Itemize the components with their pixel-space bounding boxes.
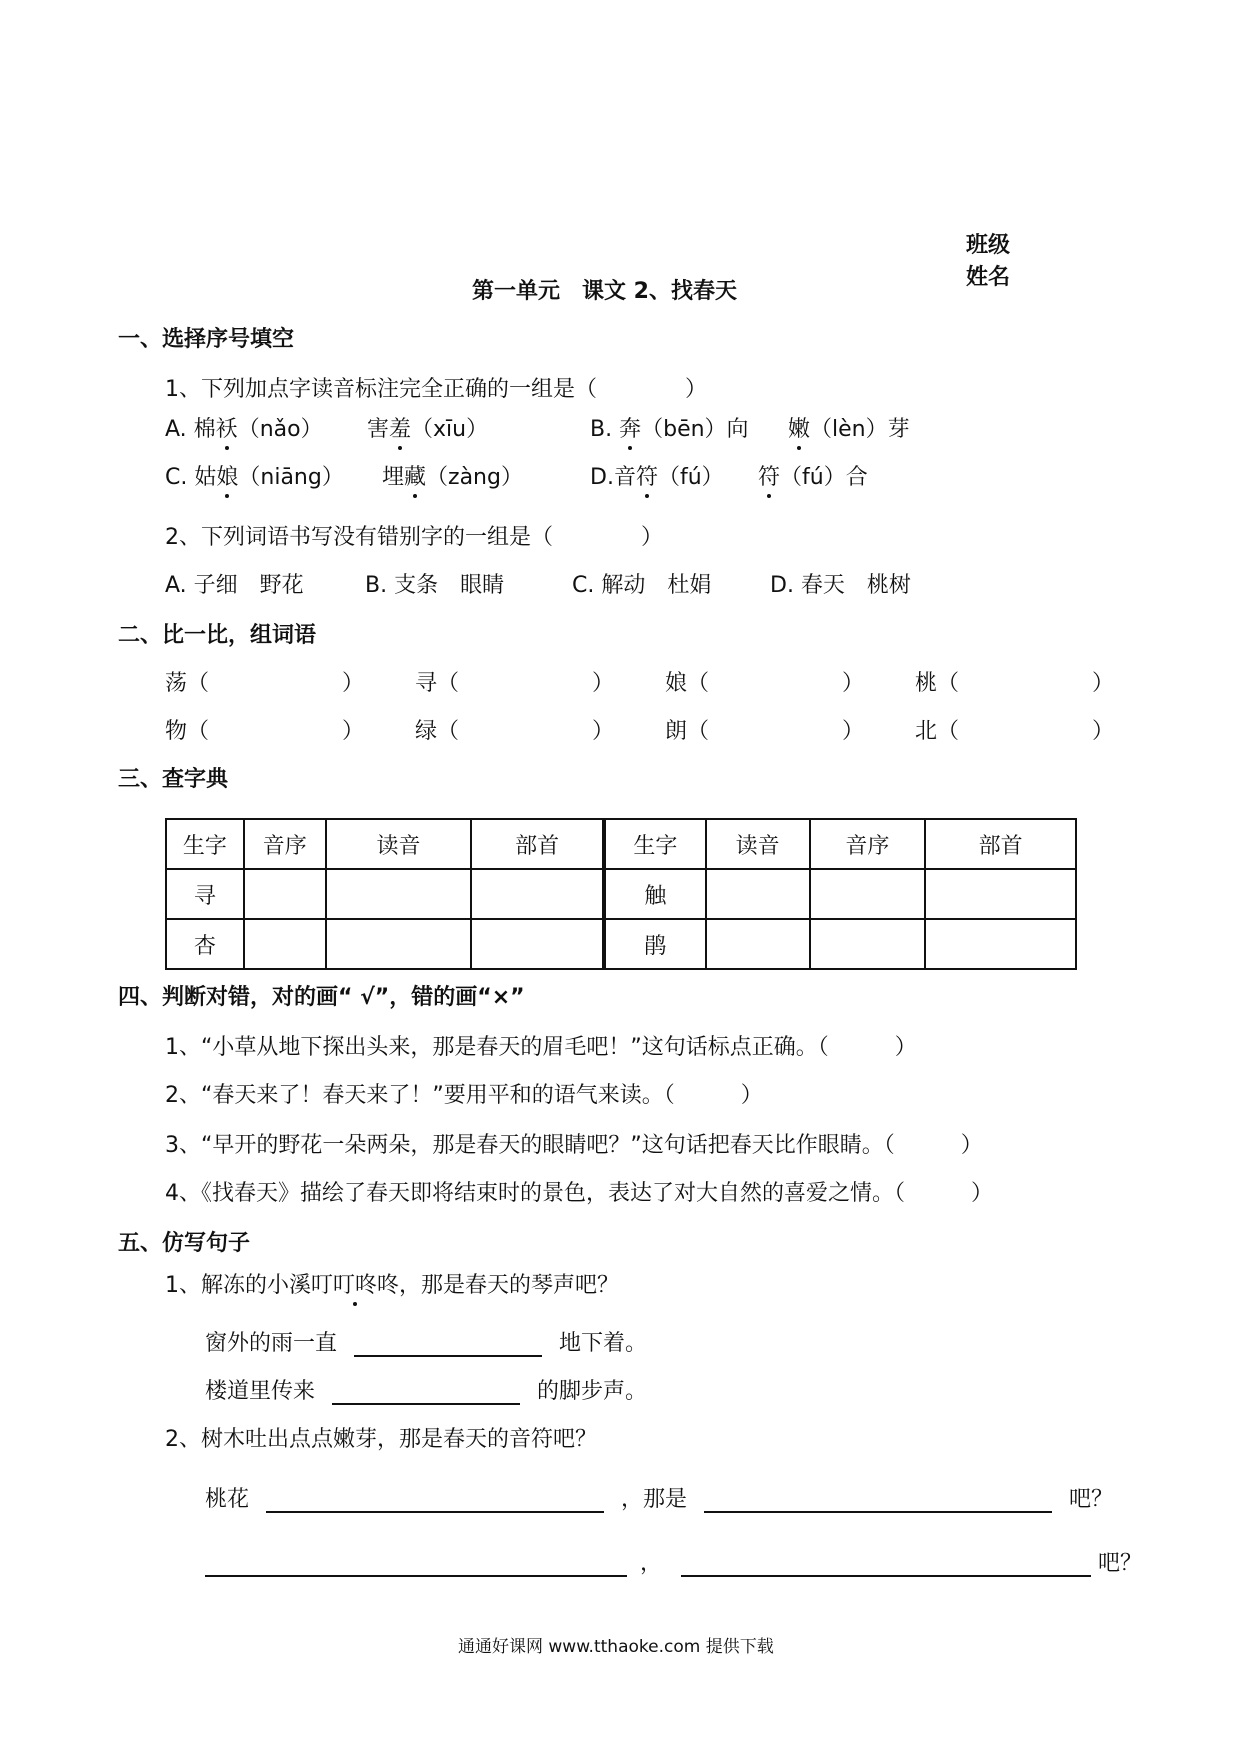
q2-option-b: B. 支条 眼睛	[365, 573, 505, 598]
class-label: 班级	[966, 233, 1011, 258]
name-label: 姓名	[966, 265, 1011, 290]
dictionary-table	[165, 818, 1077, 970]
compare-item: 寻（	[415, 671, 460, 696]
answer-blank[interactable]	[266, 1489, 604, 1513]
q2-option-c: C. 解动 杜娟	[572, 573, 712, 598]
answer-blank[interactable]	[681, 1553, 1091, 1577]
table-header: 音序	[810, 819, 926, 869]
footer-text: 通通好课网 www.tthaoke.com 提供下载	[458, 1637, 774, 1657]
table-cell-blank[interactable]	[471, 869, 604, 919]
table-cell-blank[interactable]	[925, 919, 1076, 969]
compare-item-close: ）	[1092, 719, 1115, 744]
answer-blank[interactable]	[205, 1553, 627, 1577]
table-header-row	[166, 819, 1076, 869]
table-cell-blank[interactable]	[244, 919, 326, 969]
imitation-q1: 1、解冻的小溪叮叮咚咚，那是春天的琴声吧？	[165, 1268, 619, 1299]
page-title: 第一单元 课文 2、找春天	[472, 279, 737, 304]
section-2-heading: 二、比一比，组词语	[118, 623, 317, 648]
table-cell-char: 杏	[166, 919, 244, 969]
compare-item: 桃（	[915, 671, 960, 696]
q1-option-a-word2: 害羞（xīu）	[367, 412, 488, 443]
q2-prompt: 2、下列词语书写没有错别字的一组是（ ）	[165, 525, 663, 550]
table-cell-blank[interactable]	[326, 919, 472, 969]
table-header: 读音	[706, 819, 810, 869]
q1-option-a: A. 棉袄（nǎo）	[165, 412, 323, 443]
imitation-line-3: 桃花 ，那是 吧？	[205, 1487, 1114, 1512]
section-1-heading: 一、选择序号填空	[118, 327, 295, 352]
section-4-heading: 四、判断对错，对的画“ √”，错的画“×”	[118, 985, 525, 1010]
imitation-line-4: ， 吧？	[205, 1546, 1142, 1577]
table-header: 部首	[471, 819, 604, 869]
answer-blank[interactable]	[332, 1381, 520, 1405]
table-header: 读音	[326, 819, 472, 869]
table-cell-char: 寻	[166, 869, 244, 919]
q1-option-d: D.音符（fú）	[590, 460, 724, 491]
table-row	[166, 919, 1076, 969]
compare-item-close: ）	[342, 671, 365, 696]
q1-option-b: B. 奔（bēn）向	[590, 412, 749, 443]
table-cell-blank[interactable]	[244, 869, 326, 919]
answer-blank[interactable]	[704, 1489, 1052, 1513]
compare-item-close: ）	[842, 719, 865, 744]
imitation-line-1: 窗外的雨一直 地下着。	[205, 1331, 648, 1356]
table-cell-char: 触	[604, 869, 706, 919]
table-cell-blank[interactable]	[326, 869, 472, 919]
answer-blank[interactable]	[354, 1333, 542, 1357]
compare-item: 荡（	[165, 671, 210, 696]
compare-item-close: ）	[1092, 671, 1115, 696]
judge-item-4: 4、《找春天》描绘了春天即将结束时的景色，表达了对大自然的喜爱之情。（ ）	[165, 1181, 993, 1206]
compare-item-close: ）	[592, 671, 615, 696]
judge-item-2: 2、“春天来了！春天来了！”要用平和的语气来读。（ ）	[165, 1083, 763, 1108]
section-5-heading: 五、仿写句子	[118, 1231, 251, 1256]
table-cell-blank[interactable]	[706, 869, 810, 919]
table-header: 音序	[244, 819, 326, 869]
q2-option-a: A. 子细 野花	[165, 573, 304, 598]
table-header: 生字	[166, 819, 244, 869]
judge-item-3: 3、“早开的野花一朵两朵，那是春天的眼睛吧？”这句话把春天比作眼睛。（ ）	[165, 1133, 983, 1158]
compare-item-close: ）	[592, 719, 615, 744]
table-header: 生字	[604, 819, 706, 869]
judge-item-1: 1、“小草从地下探出头来，那是春天的眉毛吧！”这句话标点正确。（ ）	[165, 1035, 917, 1060]
q1-prompt: 1、下列加点字读音标注完全正确的一组是（ ）	[165, 377, 707, 402]
imitation-q2: 2、树木吐出点点嫩芽，那是春天的音符吧？	[165, 1427, 597, 1452]
compare-item-close: ）	[342, 719, 365, 744]
table-header: 部首	[925, 819, 1076, 869]
q1-option-c: C. 姑娘（niāng）	[165, 460, 344, 491]
compare-item: 娘（	[665, 671, 710, 696]
compare-item-close: ）	[842, 671, 865, 696]
table-cell-char: 鹃	[604, 919, 706, 969]
table-cell-blank[interactable]	[810, 869, 926, 919]
q1-option-b-word2: 嫩（lèn）芽	[788, 412, 910, 443]
section-3-heading: 三、查字典	[118, 767, 229, 792]
table-cell-blank[interactable]	[471, 919, 604, 969]
table-cell-blank[interactable]	[925, 869, 1076, 919]
table-row	[166, 869, 1076, 919]
table-cell-blank[interactable]	[706, 919, 810, 969]
imitation-line-2: 楼道里传来 的脚步声。	[205, 1379, 648, 1404]
q1-option-c-word2: 埋藏（zàng）	[382, 460, 523, 491]
compare-item: 朗（	[665, 719, 710, 744]
q1-option-d-word2: 符（fú）合	[758, 460, 868, 491]
q2-option-d: D. 春天 桃树	[770, 573, 911, 598]
table-cell-blank[interactable]	[810, 919, 926, 969]
compare-item: 物（	[165, 719, 210, 744]
compare-item: 绿（	[415, 719, 460, 744]
compare-item: 北（	[915, 719, 960, 744]
